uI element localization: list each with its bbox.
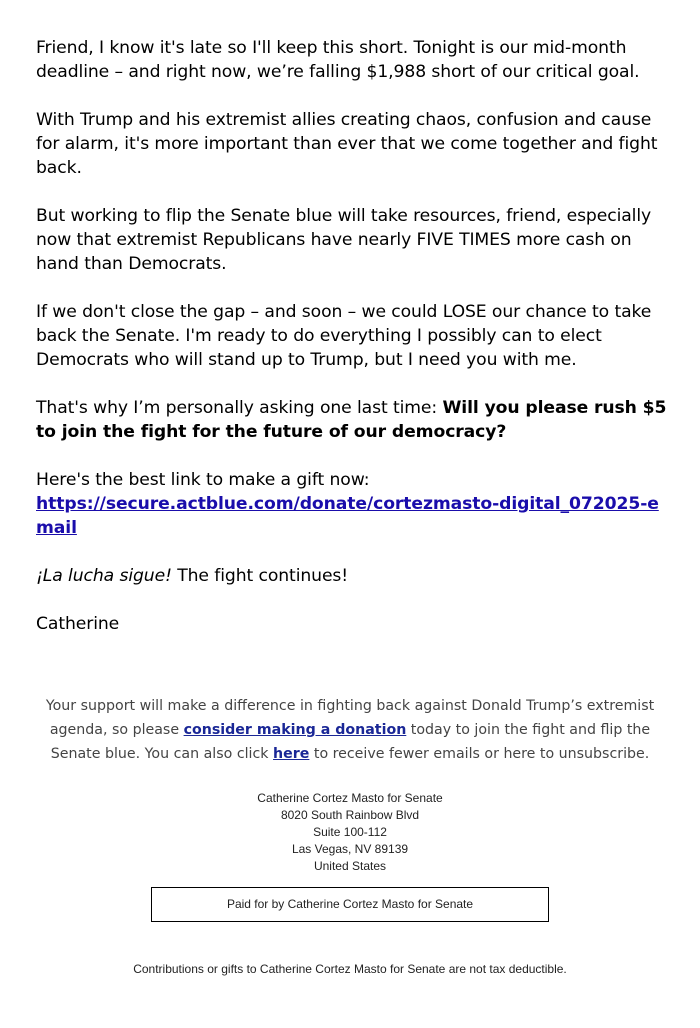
paragraph-trump-chaos: With Trump and his extremist allies creating chaos, confusion and cause for alarm, it's more important than ever that we come together and fight back. — [36, 110, 658, 178]
paragraph-lucha — [36, 564, 676, 588]
paragraph-deadline: Friend, I know it's late so I'll keep this short. Tonight is our mid-month deadline – and right now, we’re falling $1,988 short of our critical goal. — [36, 38, 640, 82]
address-country: United States — [313, 859, 387, 873]
footer-text-part-1: Your support will make a difference in fighting back against Donald Trump’s extremist agenda, so please — [45, 698, 655, 738]
ask-lead-text: That's why I’m personally asking one last time: — [36, 398, 443, 418]
address-org: Catherine Cortez Masto for Senate — [257, 791, 443, 805]
paragraph-close-gap: If we don't close the gap – and soon – we could LOSE our chance to take back the Senate. I'm ready to do everything I possibly can to elect Democrats who will stand up to Trump, but I need you with me. — [36, 302, 652, 370]
consider-donation-link[interactable]: consider making a donation — [183, 722, 407, 738]
lucha-rest: The fight continues! — [171, 566, 349, 586]
footer-support-text — [36, 694, 664, 766]
lucha-italic: ¡La lucha sigue! — [36, 566, 172, 586]
ask-bold-text: Will you please rush $5 to join the fight for the future of our democracy? — [36, 398, 667, 442]
mailing-address — [0, 790, 700, 875]
address-suite: Suite 100-112 — [313, 825, 387, 839]
donate-url-link[interactable]: https://secure.actblue.com/donate/cortezmasto-digital_072025-email — [36, 494, 659, 538]
footer-text-part-2: today to join the fight and flip the Senate blue. You can also click — [50, 722, 651, 762]
address-street: 8020 South Rainbow Blvd — [280, 808, 420, 822]
paragraph-gift-link — [36, 468, 676, 540]
footer-text-part-3: to receive fewer emails or here to unsubscribe. — [309, 746, 650, 762]
address-city: Las Vegas, NV 89139 — [291, 842, 409, 856]
tax-disclaimer: Contributions or gifts to Catherine Cortez Masto for Senate are not tax deductible. — [133, 962, 567, 976]
email-body — [36, 36, 676, 660]
paragraph-resources: But working to flip the Senate blue will take resources, friend, especially now that extremist Republicans have nearly FIVE TIMES more cash on hand than Democrats. — [36, 206, 652, 274]
fewer-emails-link[interactable]: here — [273, 746, 310, 762]
paid-for-box: Paid for by Catherine Cortez Masto for Senate — [151, 887, 549, 922]
gift-link-lead: Here's the best link to make a gift now: — [36, 470, 370, 490]
signature: Catherine — [36, 614, 120, 634]
paragraph-ask — [36, 396, 676, 444]
